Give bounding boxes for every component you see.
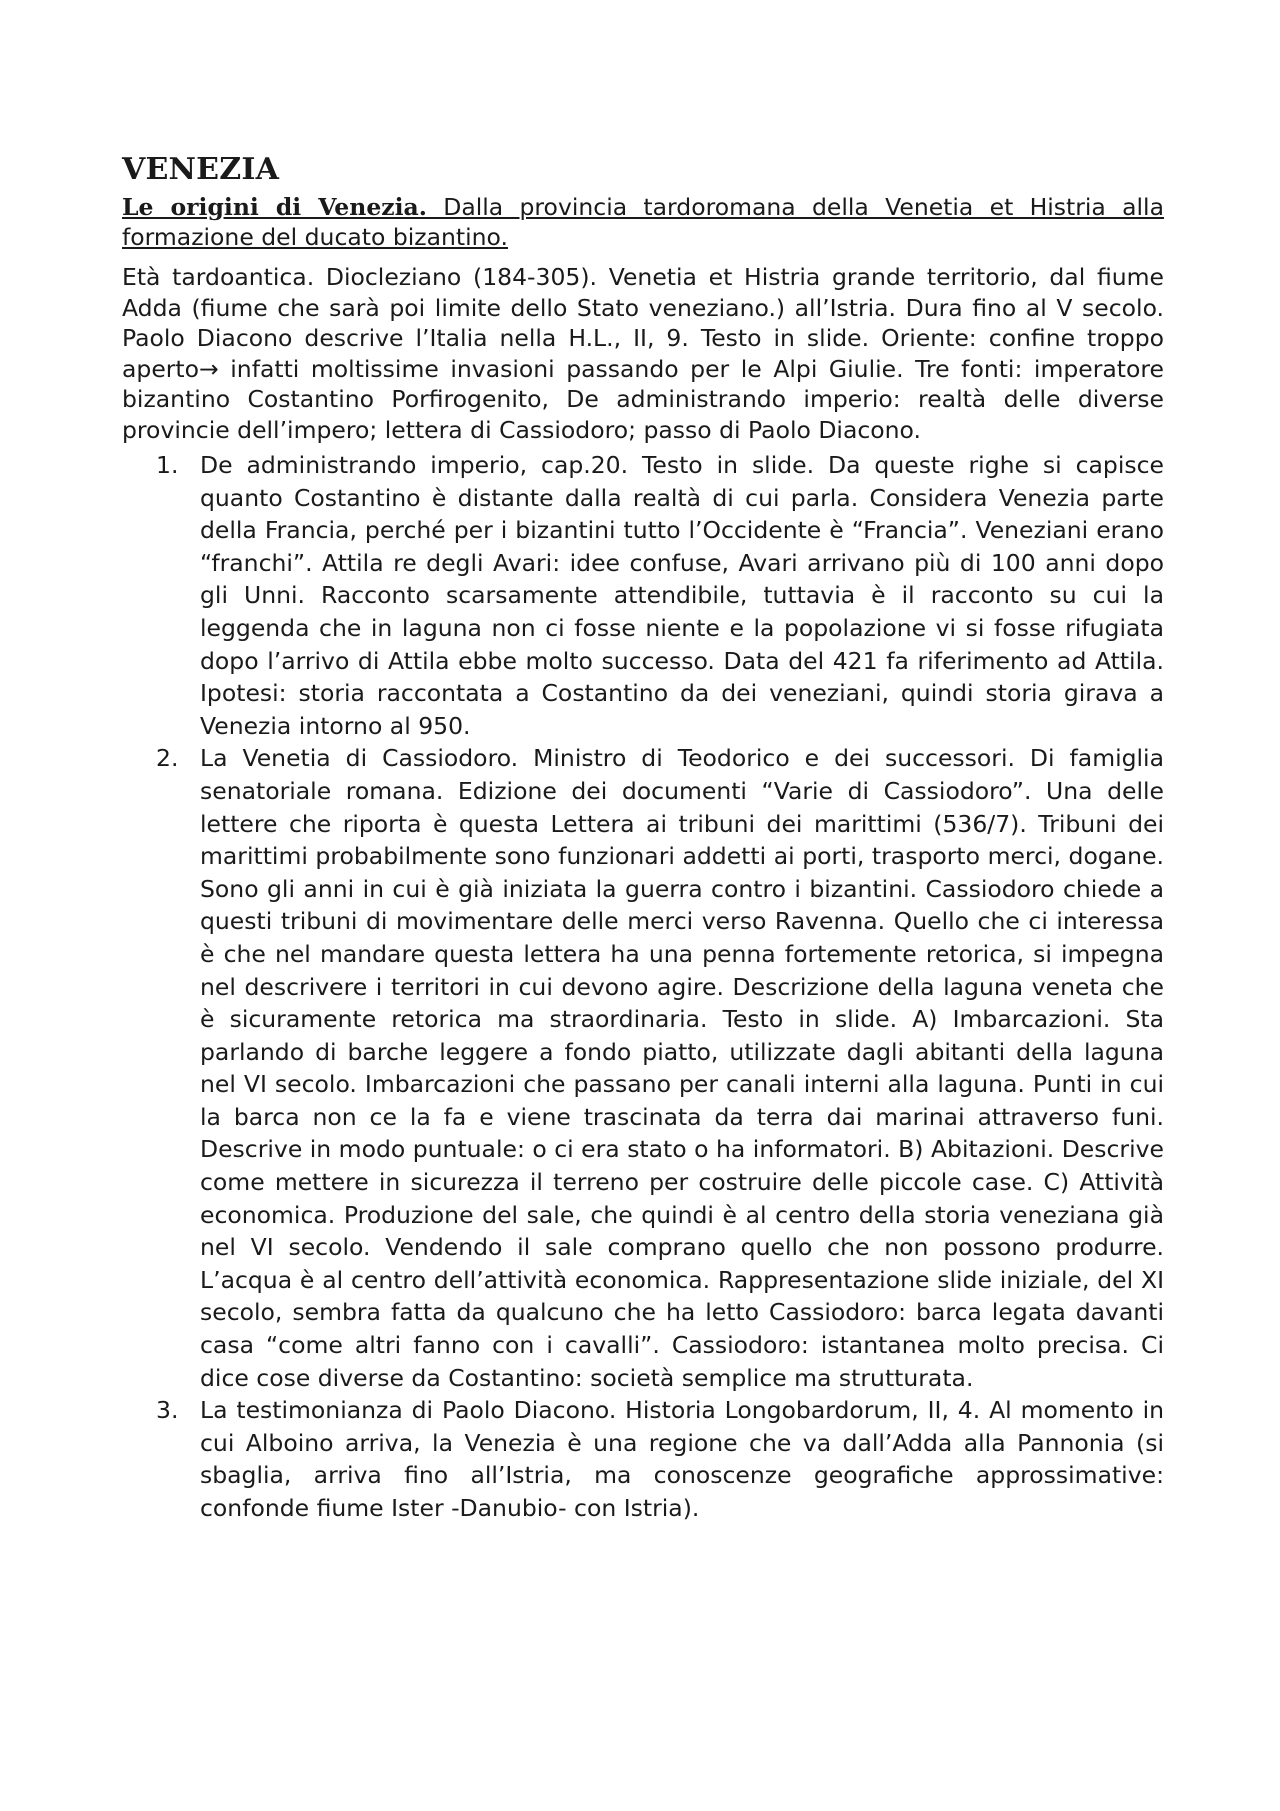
numbered-list: [122, 449, 1164, 1525]
list-item-text: De administrando imperio, cap.20. Testo in slide. Da queste righe si capisce quanto Costantino è distante dalla realtà di cui parla. Considera Venezia parte della Francia, perché per i bizantini tutto l’Occidente è “Francia”. Veneziani erano “franchi”. Attila re degli Avari: idee confuse, Avari arrivano più di 100 anni dopo gli Unni. Racconto scarsamente attendibile, tuttavia è il racconto su cui la leggenda che in laguna non ci fosse niente e la popolazione vi si fosse rifugiata dopo l’arrivo di Attila ebbe molto successo. Data del 421 fa riferimento ad Attila. Ipotesi: storia raccontata a Costantino da dei veneziani, quindi storia girava a Venezia intorno al 950.: [200, 451, 1164, 740]
section-heading: [122, 192, 1164, 252]
section-heading-lead: Le origini di Venezia.: [122, 193, 427, 221]
document-page: [122, 150, 1164, 1525]
list-item-number: 2.: [156, 744, 179, 773]
document-title: VENEZIA: [122, 152, 280, 187]
list-item-text: La testimonianza di Paolo Diacono. Historia Longobardorum, II, 4. Al momento in cui Alboino arriva, la Venezia è una regione che va dall’Adda alla Pannonia (si sbaglia, arriva fino all’Istria, ma conoscenze geografiche approssimative: confonde fiume Ister -Danubio- con Istria).: [200, 1396, 1164, 1522]
list-item: [122, 742, 1164, 1394]
list-item-text: La Venetia di Cassiodoro. Ministro di Teodorico e dei successori. Di famiglia senatoriale romana. Edizione dei documenti “Varie di Cassiodoro”. Una delle lettere che riporta è questa Lettera ai tribuni dei marittimi (536/7). Tribuni dei marittimi probabilmente sono funzionari addetti ai porti, trasporto merci, dogane. Sono gli anni in cui è già iniziata la guerra contro i bizantini. Cassiodoro chiede a questi tribuni di movimentare delle merci verso Ravenna. Quello che ci interessa è che nel mandare questa lettera ha una penna fortemente retorica, si impegna nel descrivere i territori in cui devono agire. Descrizione della laguna veneta che è sicuramente retorica ma straordinaria. Testo in slide. A) Imbarcazioni. Sta parlando di barche leggere a fondo piatto, utilizzate dagli abitanti della laguna nel VI secolo. Imbarcazioni che passano per canali interni alla laguna. Punti in cui la barca non ce la fa e viene trascinata da terra dai marinai attraverso funi. Descrive in modo puntuale: o ci era stato o ha informatori. B) Abitazioni. Descrive come mettere in sicurezza il terreno per costruire delle piccole case. C) Attività economica. Produzione del sale, che quindi è al centro della storia veneziana già nel VI secolo. Vendendo il sale comprano quello che non possono produrre. L’acqua è al centro dell’attività economica. Rappresentazione slide iniziale, del XI secolo, sembra fatta da qualcuno che ha letto Cassiodoro: barca legata davanti casa “come altri fanno con i cavalli”. Cassiodoro: istantanea molto precisa. Ci dice cose diverse da Costantino: società semplice ma strutturata.: [200, 744, 1164, 1392]
list-item-number: 1.: [156, 451, 179, 479]
section-heading-subtitle: Dalla provincia tardoromana della Venetia et Histria alla formazione del ducato bizantino.: [122, 193, 1164, 251]
list-item: [122, 1394, 1164, 1524]
list-item: [122, 449, 1164, 742]
intro-paragraph: Età tardoantica. Diocleziano (184-305). Venetia et Histria grande territorio, dal fiume Adda (fiume che sarà poi limite dello Stato veneziano.) all’Istria. Dura fino al V secolo. Paolo Diacono descrive l’Italia nella H.L., II, 9. Testo in slide. Oriente: confine troppo aperto→ infatti moltissime invasioni passando per le Alpi Giulie. Tre fonti: imperatore bizantino Costantino Porfirogenito, De administrando imperio: realtà delle diverse provincie dell’impero; lettera di Cassiodoro; passo di Paolo Diacono.: [122, 263, 1164, 444]
list-item-number: 3.: [156, 1396, 179, 1425]
